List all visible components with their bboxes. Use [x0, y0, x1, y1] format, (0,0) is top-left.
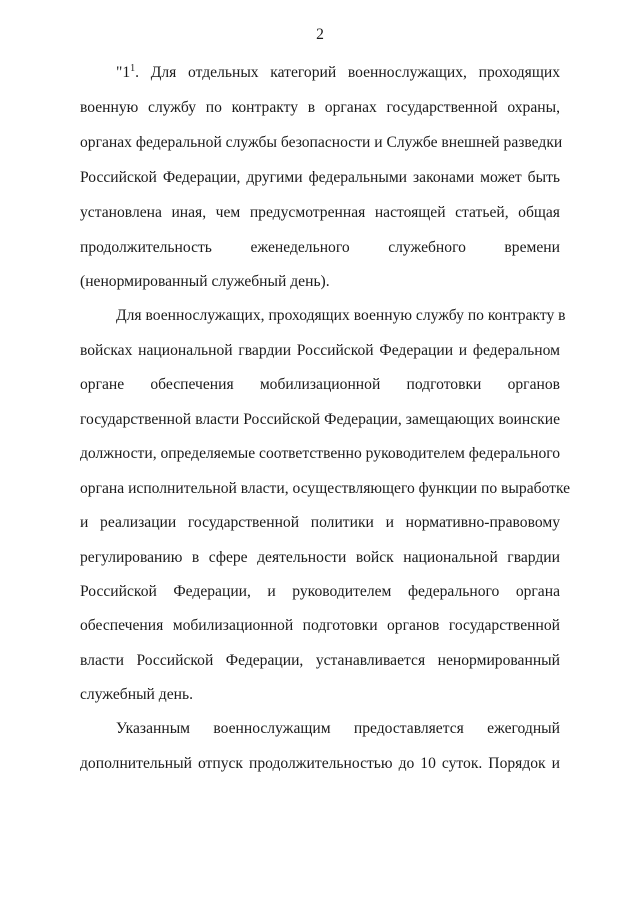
paragraph-2-line-8: регулированию в сфере деятельности войск национальной гвардии: [80, 549, 560, 566]
quote-and-item-number: "1: [116, 64, 131, 81]
paragraph-2-line-9: Российской Федерации, и руководителем федерального органа: [80, 583, 560, 600]
superscript-index: 1: [130, 63, 136, 74]
paragraph-2-line-5: должности, определяемые соответственно руководителем федерального: [80, 445, 561, 462]
paragraph-3-line-2: дополнительный отпуск продолжительностью до 10 суток. Порядок и: [80, 755, 560, 772]
paragraph-1-line-7: (ненормированный служебный день).: [80, 273, 330, 290]
paragraph-2-line-3: органе обеспечения мобилизационной подготовки органов: [80, 376, 560, 393]
page-number: 2: [316, 26, 324, 43]
paragraph-1-line-6: продолжительность еженедельного служебного времени: [80, 239, 560, 256]
paragraph-2-line-11: власти Российской Федерации, устанавливается ненормированный: [80, 652, 560, 669]
paragraph-1-line-4: Российской Федерации, другими федеральными законами может быть: [80, 169, 560, 186]
paragraph-3-line-1: Указанным военнослужащим предоставляется ежегодный: [116, 720, 560, 737]
paragraph-1-line-2: военную службу по контракту в органах государственной охраны,: [80, 99, 560, 116]
paragraph-2-line-12: служебный день.: [80, 686, 193, 703]
paragraph-2-line-4: государственной власти Российской Федерации, замещающих воинские: [80, 411, 560, 428]
paragraph-1-line-3: органах федеральной службы безопасности и Службе внешней разведки: [80, 134, 563, 151]
paragraph-1-line-1-text: . Для отдельных категорий военнослужащих, проходящих: [135, 64, 560, 81]
paragraph-2-line-7: и реализации государственной политики и нормативно-правовому: [80, 514, 560, 531]
paragraph-1-line-5: установлена иная, чем предусмотренная настоящей статьей, общая: [80, 204, 560, 221]
paragraph-1-line-1: [116, 56, 560, 90]
paragraph-2-line-6: органа исполнительной власти, осуществляющего функции по выработке: [80, 480, 571, 497]
paragraph-2-line-10: обеспечения мобилизационной подготовки органов государственной: [80, 617, 560, 634]
paragraph-2-line-2: войсках национальной гвардии Российской Федерации и федеральном: [80, 342, 560, 359]
paragraph-2-line-1: Для военнослужащих, проходящих военную службу по контракту в: [116, 307, 566, 324]
